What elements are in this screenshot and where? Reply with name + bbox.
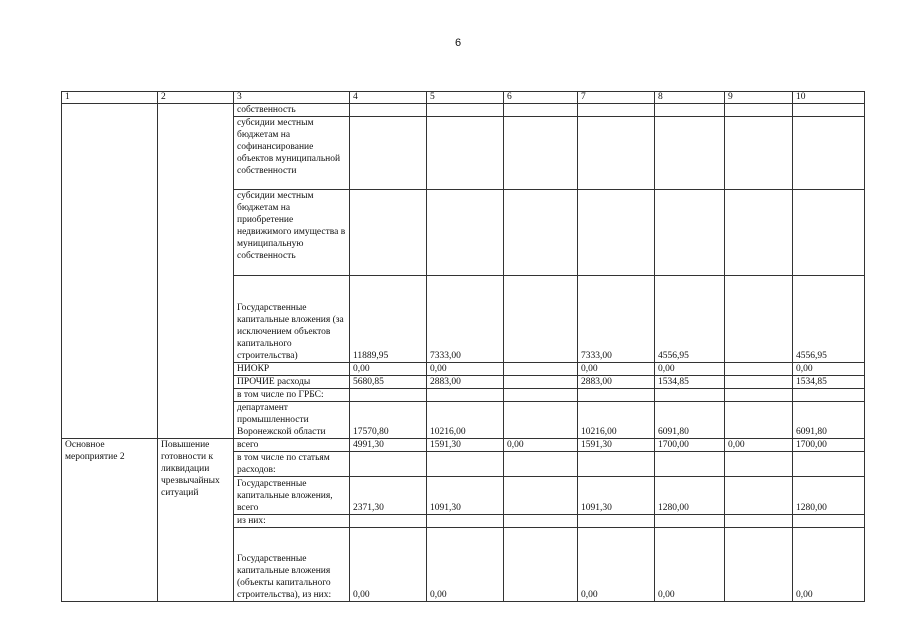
table-cell: 0,00 — [793, 363, 865, 376]
table-cell — [725, 402, 793, 439]
table-cell — [725, 528, 793, 602]
table-cell — [725, 477, 793, 515]
table-cell: НИОКР — [234, 363, 350, 376]
table-cell: 6091,80 — [793, 402, 865, 439]
table-cell — [350, 104, 427, 117]
table-cell — [504, 528, 578, 602]
table-cell — [725, 376, 793, 389]
table-cell — [427, 104, 504, 117]
table-cell: субсидии местным бюджетам на приобретение недвижимого имущества в муниципальную собственность — [234, 190, 350, 276]
table-cell: 7333,00 — [578, 276, 655, 363]
budget-table — [61, 91, 865, 602]
table-cell — [725, 452, 793, 477]
table-cell: 1591,30 — [578, 439, 655, 452]
table-cell: 0,00 — [655, 363, 725, 376]
page-number: 6 — [455, 37, 462, 49]
header-cell: 6 — [504, 92, 578, 104]
table-cell: Государственные капитальные вложения (за исключением объектов капитального строительства) — [234, 276, 350, 363]
table-cell: 1534,85 — [793, 376, 865, 389]
table-cell: 0,00 — [793, 528, 865, 602]
table-cell — [350, 515, 427, 528]
table-cell — [578, 515, 655, 528]
table-cell: 0,00 — [427, 363, 504, 376]
table-cell — [504, 477, 578, 515]
table-cell: 6091,80 — [655, 402, 725, 439]
header-cell: 4 — [350, 92, 427, 104]
table-cell — [725, 515, 793, 528]
table-cell: 0,00 — [350, 363, 427, 376]
table-cell: 0,00 — [350, 528, 427, 602]
table-cell: 4556,95 — [655, 276, 725, 363]
table-cell — [725, 190, 793, 276]
table-cell: 0,00 — [578, 528, 655, 602]
table-cell: 10216,00 — [578, 402, 655, 439]
header-cell: 3 — [234, 92, 350, 104]
table-cell: Государственные капитальные вложения, всего — [234, 477, 350, 515]
table-cell — [427, 389, 504, 402]
table-cell — [504, 515, 578, 528]
table-cell — [350, 452, 427, 477]
table-cell — [504, 117, 578, 190]
table-cell — [578, 190, 655, 276]
table-cell — [793, 389, 865, 402]
table-cell: 0,00 — [725, 439, 793, 452]
table-cell: 2883,00 — [427, 376, 504, 389]
table-cell — [655, 104, 725, 117]
table-cell — [504, 104, 578, 117]
table-cell: в том числе по ГРБС: — [234, 389, 350, 402]
table-cell: субсидии местным бюджетам на софинансирование объектов муниципальной собственности — [234, 117, 350, 190]
table-cell: 11889,95 — [350, 276, 427, 363]
table-cell — [504, 452, 578, 477]
table-row — [62, 439, 865, 452]
table-cell — [504, 363, 578, 376]
table-cell — [504, 190, 578, 276]
table-cell: 1091,30 — [578, 477, 655, 515]
table-cell — [725, 104, 793, 117]
header-cell: 10 — [793, 92, 865, 104]
table-cell: 7333,00 — [427, 276, 504, 363]
table-cell — [504, 389, 578, 402]
header-cell: 7 — [578, 92, 655, 104]
table-cell — [793, 190, 865, 276]
table-cell — [793, 104, 865, 117]
table-cell: 1280,00 — [655, 477, 725, 515]
table-cell — [655, 117, 725, 190]
table-cell — [350, 389, 427, 402]
header-cell: 8 — [655, 92, 725, 104]
table-cell — [350, 190, 427, 276]
table-cell — [725, 389, 793, 402]
table-cell — [427, 117, 504, 190]
header-cell: 1 — [62, 92, 158, 104]
table-cell: 17570,80 — [350, 402, 427, 439]
table-cell — [655, 515, 725, 528]
table-cell — [793, 515, 865, 528]
table-cell — [158, 104, 234, 439]
table-cell: 0,00 — [655, 528, 725, 602]
table-cell: 2883,00 — [578, 376, 655, 389]
table-cell — [725, 117, 793, 190]
table-cell — [62, 104, 158, 439]
table-cell — [655, 389, 725, 402]
table-cell — [350, 117, 427, 190]
table-cell — [504, 402, 578, 439]
table-cell — [725, 276, 793, 363]
table-cell: ПРОЧИЕ расходы — [234, 376, 350, 389]
table-cell: всего — [234, 439, 350, 452]
table-cell: Государственные капитальные вложения (объекты капитального строительства), из них: — [234, 528, 350, 602]
table-cell: 1280,00 — [793, 477, 865, 515]
table-cell — [427, 452, 504, 477]
table-cell — [655, 190, 725, 276]
table-cell: 2371,30 — [350, 477, 427, 515]
header-cell: 9 — [725, 92, 793, 104]
table-cell — [793, 117, 865, 190]
table-cell — [578, 117, 655, 190]
table-row — [62, 104, 865, 117]
table-cell — [655, 452, 725, 477]
table-cell: 1700,00 — [793, 439, 865, 452]
table-cell — [427, 190, 504, 276]
table-cell: 5680,85 — [350, 376, 427, 389]
table-cell — [725, 363, 793, 376]
activity-description-cell: Повышение готовности к ликвидации чрезвычайных ситуаций — [158, 439, 234, 602]
table-cell: 0,00 — [504, 439, 578, 452]
table-cell: 1591,30 — [427, 439, 504, 452]
table-cell: в том числе по статьям расходов: — [234, 452, 350, 477]
table-cell: 1700,00 — [655, 439, 725, 452]
table-cell — [793, 452, 865, 477]
table-cell — [578, 389, 655, 402]
table-cell — [578, 104, 655, 117]
table-cell: 1534,85 — [655, 376, 725, 389]
table-cell: 4991,30 — [350, 439, 427, 452]
header-cell: 5 — [427, 92, 504, 104]
activity-name-cell: Основное мероприятие 2 — [62, 439, 158, 602]
table-cell: из них: — [234, 515, 350, 528]
table-cell: 0,00 — [427, 528, 504, 602]
table-cell: 4556,95 — [793, 276, 865, 363]
table-cell: 0,00 — [578, 363, 655, 376]
table-cell: департамент промышленности Воронежской области — [234, 402, 350, 439]
header-cell: 2 — [158, 92, 234, 104]
table-cell — [504, 376, 578, 389]
table-cell — [578, 452, 655, 477]
table-cell: 10216,00 — [427, 402, 504, 439]
table-cell — [504, 276, 578, 363]
table-cell — [427, 515, 504, 528]
table-cell: 1091,30 — [427, 477, 504, 515]
table-cell: собственность — [234, 104, 350, 117]
header-row — [62, 92, 865, 104]
